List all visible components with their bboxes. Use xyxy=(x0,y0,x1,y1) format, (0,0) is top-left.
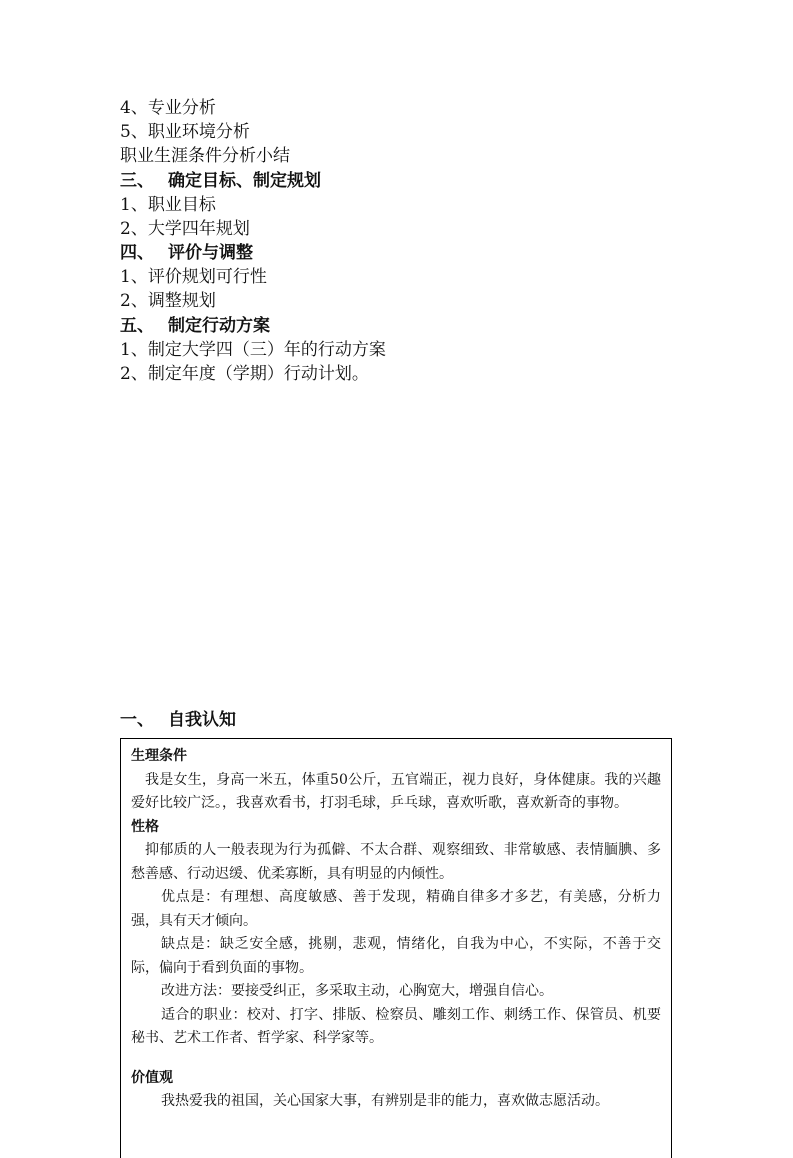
heading-evaluate xyxy=(120,241,253,265)
spacer xyxy=(131,1051,661,1067)
outline-item-adjust: 2、调整规划 xyxy=(120,291,216,311)
heading-number: 三、 xyxy=(120,171,154,191)
heading-goals xyxy=(120,169,321,193)
physical-title: 生理条件 xyxy=(131,748,187,764)
personality-title: 性格 xyxy=(131,818,159,835)
weaknesses-text: 缺点是：缺乏安全感，挑剔，悲观，情绪化，自我为中心，不实际，不善于交际，偏向于看到负面的事物。 xyxy=(131,936,661,976)
section-number: 一、 xyxy=(120,710,154,730)
outline-item-university-plan: 1、制定大学四（三）年的行动方案 xyxy=(120,340,386,360)
personality-text: 抑郁质的人一般表现为行为孤僻、不太合群、观察细致、非常敏感、表情腼腆、多愁善感、行动迟缓、优柔寡断，具有明显的内倾性。 xyxy=(131,842,661,882)
heading-text: 制定行动方案 xyxy=(168,316,270,336)
improvement-text: 改进方法：要接受纠正，多采取主动，心胸宽大，增强自信心。 xyxy=(161,983,553,999)
heading-number: 五、 xyxy=(120,316,154,336)
section-title-text: 自我认知 xyxy=(168,710,236,730)
suitable-jobs-text: 适合的职业：校对、打字、排版、检察员、雕刻工作、刺绣工作、保管员、机要秘书、艺术工作者、哲学家、科学家等。 xyxy=(131,1006,661,1046)
heading-number: 四、 xyxy=(120,243,154,263)
section-self-awareness xyxy=(120,708,236,732)
outline-item-four-year-plan: 2、大学四年规划 xyxy=(120,219,250,239)
heading-text: 评价与调整 xyxy=(168,243,253,263)
outline-item-annual-plan: 2、制定年度（学期）行动计划。 xyxy=(120,364,369,384)
heading-text: 确定目标、制定规划 xyxy=(168,171,321,191)
values-title: 价值观 xyxy=(131,1069,173,1086)
outline-item-4: 4、专业分析 xyxy=(120,98,216,118)
strengths-text: 优点是：有理想、高度敏感、善于发现，精确自律多才多艺，有美感，分析力强，具有天才倾向。 xyxy=(131,889,661,929)
outline-item-5: 5、职业环境分析 xyxy=(120,122,250,142)
outline-item-career-goal: 1、职业目标 xyxy=(120,195,216,215)
values-text: 我热爱我的祖国，关心国家大事，有辨别是非的能力，喜欢做志愿活动。 xyxy=(161,1093,609,1109)
heading-action-plan xyxy=(120,314,270,338)
physical-text: 我是女生，身高一米五，体重50公斤，五官端正，视力良好，身体健康。我的兴趣爱好比较广泛。，我喜欢看书，打羽毛球，乒乓球，喜欢听歌，喜欢新奇的事物。 xyxy=(131,771,661,811)
outline-item-feasibility: 1、评价规划可行性 xyxy=(120,267,267,287)
outline-summary: 职业生涯条件分析小结 xyxy=(120,146,290,166)
self-awareness-box xyxy=(120,738,672,1158)
